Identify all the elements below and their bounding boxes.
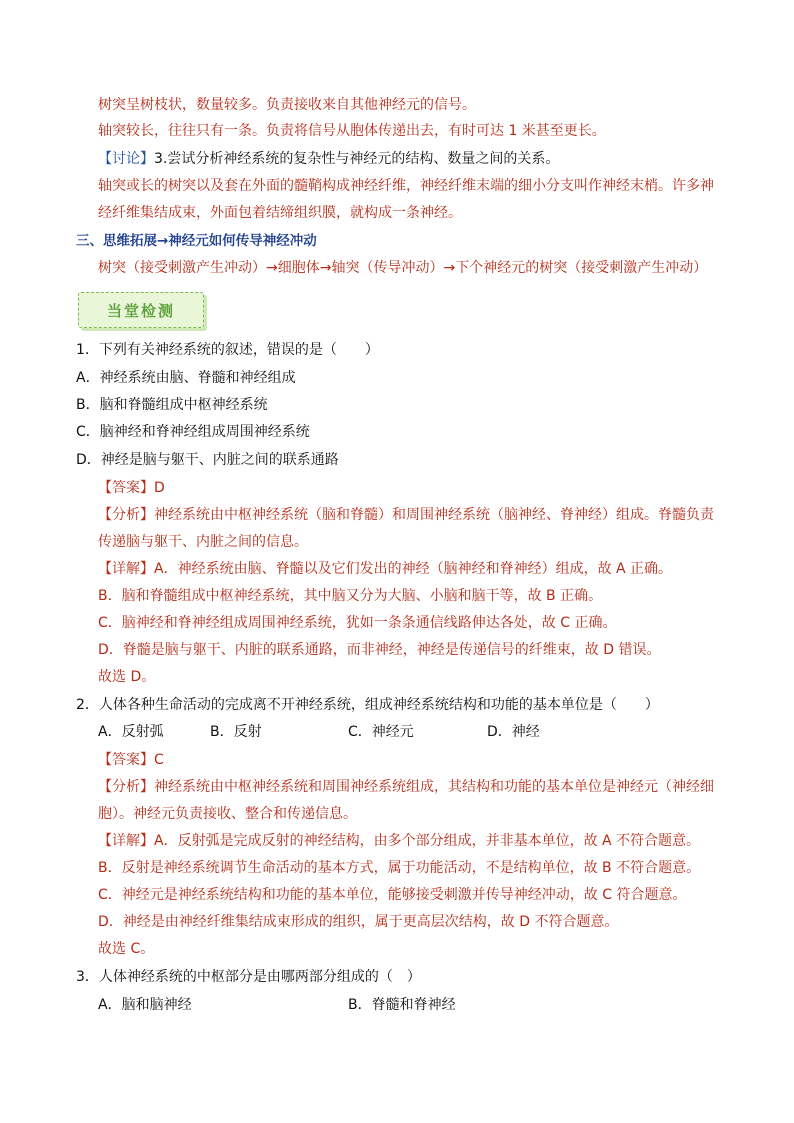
q1-analysis-tag: 【分析】 [98, 507, 154, 523]
q1-answer-tag: 【答案】 [98, 480, 154, 496]
nerve-fiber-text-1: 轴突或长的树突以及套在外面的髓鞘构成神经纤维，神经纤维末端的细小分支叫作神经末梢。许多神 [98, 178, 714, 194]
q1-detail-1 [98, 560, 672, 578]
q1-analysis-2: 传递脑与躯干、内脏之间的信息。 [98, 534, 308, 550]
nerve-fiber-text-2: 经纤维集结成束，外面包着结缔组织膜，就构成一条神经。 [98, 205, 462, 221]
q1-detail-tag: 【详解】 [98, 561, 154, 577]
q1-choose: 故选 D。 [98, 669, 156, 685]
q2-analysis-text-1: 神经系统由中枢神经系统和周围神经系统组成，其结构和功能的基本单位是神经元（神经细 [154, 779, 714, 795]
q1-detail-2: B．脑和脊髓组成中枢神经系统，其中脑又分为大脑、小脑和脑干等，故 B 正确。 [98, 588, 603, 604]
q1-option-d: D．神经是脑与躯干、内脏之间的联系通路 [76, 452, 339, 468]
q1-answer-value: D [154, 480, 165, 496]
q2-option-b: B．反射 [210, 724, 262, 740]
q3-option-a: A．脑和脑神经 [98, 997, 192, 1013]
q2-answer-tag: 【答案】 [98, 752, 154, 768]
section-3-heading: 三、思维拓展→神经元如何传导神经冲动 [76, 233, 317, 249]
discussion-line [98, 150, 559, 168]
q2-choose: 故选 C。 [98, 941, 155, 957]
axon-description: 轴突较长，往往只有一条。负责将信号从胞体传递出去，有时可达 1 米甚至更长。 [98, 123, 606, 139]
q2-option-d: D．神经 [487, 724, 540, 740]
q1-detail-4: D．脊髓是脑与躯干、内脏的联系通路，而非神经，神经是传递信号的纤维束，故 D 错误。 [98, 642, 661, 658]
dendrite-description: 树突呈树枝状，数量较多。负责接收来自其他神经元的信号。 [98, 97, 476, 113]
q1-stem: 1．下列有关神经系统的叙述，错误的是（ ） [76, 342, 379, 358]
q2-analysis-tag: 【分析】 [98, 779, 154, 795]
q3-option-b: B．脊髓和脊神经 [348, 997, 456, 1013]
q1-detail-text-1: A．神经系统由脑、脊髓以及它们发出的神经（脑神经和脊神经）组成，故 A 正确。 [154, 561, 673, 577]
q2-detail-4: D．神经是由神经纤维集结成束形成的组织，属于更高层次结构，故 D 不符合题意。 [98, 914, 619, 930]
quiz-section-title: 当堂检测 [106, 302, 175, 320]
discussion-text: 3.尝试分析神经系统的复杂性与神经元的结构、数量之间的关系。 [154, 151, 560, 167]
quiz-section-badge [78, 292, 204, 328]
q3-stem: 3．人体神经系统的中枢部分是由哪两部分组成的（ ） [76, 969, 421, 985]
q2-stem: 2．人体各种生命活动的完成离不开神经系统，组成神经系统结构和功能的基本单位是（ ） [76, 697, 659, 713]
q2-detail-1 [98, 832, 700, 850]
q2-option-a: A．反射弧 [98, 724, 164, 740]
q2-option-c: C．神经元 [348, 724, 414, 740]
q2-analysis-2: 胞）。神经元负责接收、整合和传递信息。 [98, 806, 357, 822]
q2-answer-value: C [154, 752, 164, 768]
q1-detail-3: C．脑神经和脊神经组成周围神经系统，犹如一条条通信线路伸达各处，故 C 正确。 [98, 615, 617, 631]
section-3-body: 树突（接受刺激产生冲动）→细胞体→轴突（传导冲动）→下个神经元的树突（接受刺激产生冲动） [98, 260, 708, 276]
q2-detail-text-1: A．反射弧是完成反射的神经结构，由多个部分组成，并非基本单位，故 A 不符合题意。 [154, 833, 701, 849]
discussion-tag: 【讨论】 [98, 151, 154, 167]
q2-detail-2: B．反射是神经系统调节生命活动的基本方式，属于功能活动，不是结构单位，故 B 不符合题意。 [98, 860, 701, 876]
q1-answer [98, 479, 165, 497]
q1-analysis-1 [98, 506, 714, 524]
q1-option-a: A．神经系统由脑、脊髓和神经组成 [76, 370, 296, 386]
q1-option-c: C．脑神经和脊神经组成周围神经系统 [76, 424, 310, 440]
q2-analysis-1 [98, 778, 714, 796]
q1-option-b: B．脑和脊髓组成中枢神经系统 [76, 397, 268, 413]
q2-answer [98, 751, 164, 769]
q1-analysis-text-1: 神经系统由中枢神经系统（脑和脊髓）和周围神经系统（脑神经、脊神经）组成。脊髓负责 [154, 507, 714, 523]
q2-detail-3: C．神经元是神经系统结构和功能的基本单位，能够接受刺激并传导神经冲动，故 C 符合题意。 [98, 887, 687, 903]
q2-detail-tag: 【详解】 [98, 833, 154, 849]
